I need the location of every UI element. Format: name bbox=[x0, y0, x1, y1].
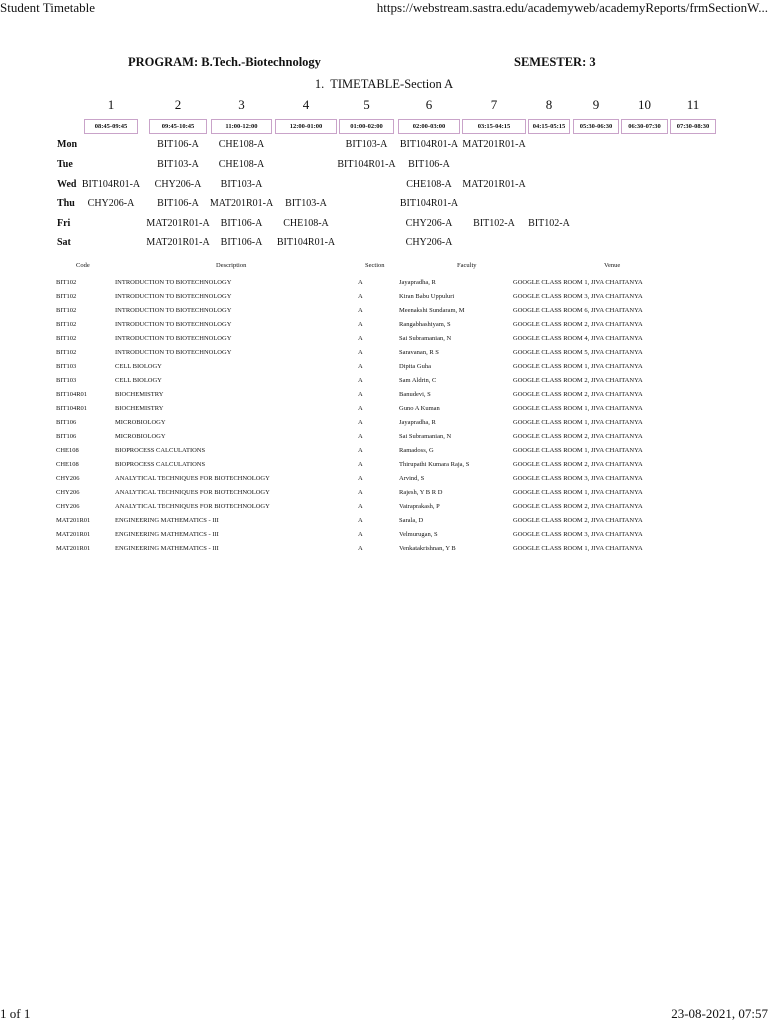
cell-description: ENGINEERING MATHEMATICS - III bbox=[115, 531, 219, 538]
cell-venue: GOOGLE CLASS ROOM 2, JIVA CHAITANYA bbox=[513, 321, 643, 328]
cell-code: MAT201R01 bbox=[56, 545, 91, 552]
slot-number: 11 bbox=[686, 97, 700, 112]
cell-faculty: Saravanan, R S bbox=[399, 349, 439, 356]
slot-time: 03:15-04:15 bbox=[462, 119, 526, 134]
cell-description: ANALYTICAL TECHNIQUES FOR BIOTECHNOLOGY bbox=[115, 475, 270, 482]
slot-time: 07:30-08:30 bbox=[670, 119, 716, 134]
cell-faculty: Jayapradha, R bbox=[399, 279, 436, 286]
cell-code: BIT102 bbox=[56, 321, 77, 328]
timetable-cell: MAT201R01-A bbox=[462, 179, 526, 190]
cell-faculty: Venkatakrishnan, Y B bbox=[399, 545, 456, 552]
timetable-cell: CHY206-A bbox=[405, 218, 453, 229]
cell-description: INTRODUCTION TO BIOTECHNOLOGY bbox=[115, 293, 232, 300]
cell-code: BIT106 bbox=[56, 419, 77, 426]
cell-venue: GOOGLE CLASS ROOM 1, JIVA CHAITANYA bbox=[513, 279, 643, 286]
day-label: Fri bbox=[57, 218, 71, 229]
timetable-cell: BIT106-A bbox=[220, 237, 263, 248]
timetable-cell: MAT201R01-A bbox=[146, 218, 210, 229]
cell-code: BIT102 bbox=[56, 293, 77, 300]
timetable-cell: CHY206-A bbox=[87, 198, 135, 209]
timetable-cell: CHE108-A bbox=[218, 159, 265, 170]
cell-faculty: Sam Aldrin, C bbox=[399, 377, 437, 384]
table-row bbox=[56, 531, 716, 545]
cell-description: BIOCHEMISTRY bbox=[115, 405, 164, 412]
cell-description: ENGINEERING MATHEMATICS - III bbox=[115, 545, 219, 552]
timetable-cell: BIT106-A bbox=[220, 218, 263, 229]
timetable-cell: BIT103-A bbox=[285, 198, 327, 209]
cell-venue: GOOGLE CLASS ROOM 2, JIVA CHAITANYA bbox=[513, 503, 643, 510]
timetable-cell: BIT106-A bbox=[408, 159, 450, 170]
day-label: Tue bbox=[57, 159, 73, 170]
cell-faculty: Meenakshi Sundaram, M bbox=[399, 307, 465, 314]
slot-number: 1 bbox=[107, 97, 115, 112]
cell-code: CHE108 bbox=[56, 461, 79, 468]
cell-section: A bbox=[358, 307, 363, 314]
table-row bbox=[56, 517, 716, 531]
table-row bbox=[56, 503, 716, 517]
table-row bbox=[56, 293, 716, 307]
cell-faculty: Sarala, D bbox=[399, 517, 424, 524]
cell-faculty: Jayapradha, R bbox=[399, 419, 436, 426]
cell-venue: GOOGLE CLASS ROOM 2, JIVA CHAITANYA bbox=[513, 433, 643, 440]
browser-page-url: https://webstream.sastra.edu/academyweb/academyReports/frmSectionW... bbox=[376, 0, 768, 15]
slot-time: 11:00-12:00 bbox=[211, 119, 272, 134]
table-row bbox=[56, 391, 716, 405]
cell-section: A bbox=[358, 391, 363, 398]
cell-faculty: Dipita Guha bbox=[399, 363, 431, 370]
cell-venue: GOOGLE CLASS ROOM 2, JIVA CHAITANYA bbox=[513, 377, 643, 384]
slot-number: 5 bbox=[363, 97, 370, 112]
cell-faculty: Ramadoss, G bbox=[399, 447, 434, 454]
cell-faculty: Velmurugan, S bbox=[399, 531, 438, 538]
slot-number: 7 bbox=[490, 97, 498, 112]
cell-code: CHE108 bbox=[56, 447, 79, 454]
slot-number: 2 bbox=[174, 97, 182, 112]
day-label: Thu bbox=[57, 198, 75, 209]
cell-section: A bbox=[358, 279, 363, 286]
table-row bbox=[56, 321, 716, 335]
cell-venue: GOOGLE CLASS ROOM 3, JIVA CHAITANYA bbox=[513, 293, 643, 300]
cell-venue: GOOGLE CLASS ROOM 1, JIVA CHAITANYA bbox=[513, 489, 643, 496]
timetable-cell: MAT201R01-A bbox=[462, 139, 526, 150]
slot-time: 08:45-09:45 bbox=[84, 119, 138, 134]
slot-time: 02:00-03:00 bbox=[398, 119, 460, 134]
cell-code: BIT104R01 bbox=[56, 391, 88, 398]
cell-section: A bbox=[358, 377, 363, 384]
cell-description: ANALYTICAL TECHNIQUES FOR BIOTECHNOLOGY bbox=[115, 489, 270, 496]
slot-time: 05:30-06:30 bbox=[573, 119, 619, 134]
cell-description: MICROBIOLOGY bbox=[115, 419, 166, 426]
timetable-cell: BIT102-A bbox=[473, 218, 515, 229]
cell-venue: GOOGLE CLASS ROOM 3, JIVA CHAITANYA bbox=[513, 475, 643, 482]
table-row bbox=[56, 461, 716, 475]
cell-venue: GOOGLE CLASS ROOM 1, JIVA CHAITANYA bbox=[513, 419, 643, 426]
cell-section: A bbox=[358, 335, 363, 342]
cell-code: BIT103 bbox=[56, 363, 77, 370]
cell-code: BIT102 bbox=[56, 307, 77, 314]
cell-section: A bbox=[358, 503, 363, 510]
cell-description: ANALYTICAL TECHNIQUES FOR BIOTECHNOLOGY bbox=[115, 503, 270, 510]
table-row bbox=[56, 405, 716, 419]
cell-section: A bbox=[358, 489, 363, 496]
slot-time: 04:15-05:15 bbox=[528, 119, 570, 134]
cell-faculty: Kiran Babu Uppuluri bbox=[399, 293, 455, 300]
semester-title: SEMESTER: 3 bbox=[514, 55, 596, 69]
slot-number: 9 bbox=[592, 97, 600, 112]
column-header-venue: Venue bbox=[604, 262, 621, 269]
cell-venue: GOOGLE CLASS ROOM 5, JIVA CHAITANYA bbox=[513, 349, 643, 356]
slot-time: 12:00-01:00 bbox=[275, 119, 337, 134]
table-row bbox=[56, 363, 716, 377]
cell-venue: GOOGLE CLASS ROOM 2, JIVA CHAITANYA bbox=[513, 461, 643, 468]
cell-section: A bbox=[358, 475, 363, 482]
cell-description: INTRODUCTION TO BIOTECHNOLOGY bbox=[115, 335, 232, 342]
cell-code: BIT106 bbox=[56, 433, 77, 440]
cell-description: ENGINEERING MATHEMATICS - III bbox=[115, 517, 219, 524]
timetable-cell: CHE108-A bbox=[406, 179, 452, 190]
cell-venue: GOOGLE CLASS ROOM 1, JIVA CHAITANYA bbox=[513, 363, 643, 370]
cell-venue: GOOGLE CLASS ROOM 1, JIVA CHAITANYA bbox=[513, 545, 643, 552]
timetable-cell: MAT201R01-A bbox=[209, 198, 274, 209]
day-label: Mon bbox=[57, 139, 77, 150]
table-row bbox=[56, 349, 716, 363]
timetable-number: 1. bbox=[314, 77, 325, 91]
cell-code: BIT102 bbox=[56, 279, 77, 286]
timetable-title bbox=[0, 77, 768, 92]
slot-number: 8 bbox=[545, 97, 553, 112]
cell-description: BIOPROCESS CALCULATIONS bbox=[115, 461, 206, 468]
timetable-cell: BIT104R01-A bbox=[276, 237, 336, 248]
timetable-cell: CHE108-A bbox=[283, 218, 329, 229]
cell-venue: GOOGLE CLASS ROOM 3, JIVA CHAITANYA bbox=[513, 531, 643, 538]
slot-time: 01:00-02:00 bbox=[339, 119, 394, 134]
timetable-cell: BIT103-A bbox=[220, 179, 263, 190]
slot-time: 06:30-07:30 bbox=[621, 119, 668, 134]
cell-section: A bbox=[358, 321, 363, 328]
cell-venue: GOOGLE CLASS ROOM 6, JIVA CHAITANYA bbox=[513, 307, 643, 314]
cell-description: CELL BIOLOGY bbox=[115, 377, 162, 384]
cell-section: A bbox=[358, 531, 363, 538]
column-header-section: Section bbox=[365, 262, 385, 269]
table-row bbox=[56, 335, 716, 349]
cell-section: A bbox=[358, 447, 363, 454]
browser-page-title: Student Timetable bbox=[0, 0, 95, 15]
cell-description: CELL BIOLOGY bbox=[115, 363, 162, 370]
cell-faculty: Thirupathi Kumara Raja, S bbox=[399, 461, 470, 468]
cell-description: INTRODUCTION TO BIOTECHNOLOGY bbox=[115, 349, 232, 356]
cell-code: BIT102 bbox=[56, 335, 77, 342]
cell-venue: GOOGLE CLASS ROOM 2, JIVA CHAITANYA bbox=[513, 391, 643, 398]
cell-section: A bbox=[358, 419, 363, 426]
program-title: PROGRAM: B.Tech.-Biotechnology bbox=[128, 55, 321, 69]
day-label: Wed bbox=[57, 179, 77, 190]
page-count: 1 of 1 bbox=[0, 1006, 31, 1021]
cell-description: INTRODUCTION TO BIOTECHNOLOGY bbox=[115, 307, 232, 314]
timetable-cell: BIT103-A bbox=[157, 159, 199, 170]
column-header-faculty: Faculty bbox=[457, 262, 477, 269]
table-row bbox=[56, 545, 716, 559]
cell-code: BIT102 bbox=[56, 349, 77, 356]
slot-number: 10 bbox=[638, 97, 651, 112]
cell-venue: GOOGLE CLASS ROOM 4, JIVA CHAITANYA bbox=[513, 335, 643, 342]
cell-faculty: Sai Subramanian, N bbox=[399, 433, 452, 440]
cell-faculty: Sai Subramanian, N bbox=[399, 335, 452, 342]
column-header-description: Description bbox=[216, 262, 247, 269]
timetable-cell: BIT106-A bbox=[157, 198, 199, 209]
cell-description: BIOPROCESS CALCULATIONS bbox=[115, 447, 206, 454]
cell-description: BIOCHEMISTRY bbox=[115, 391, 164, 398]
timetable-cell: CHY206-A bbox=[154, 179, 202, 190]
cell-section: A bbox=[358, 293, 363, 300]
print-datetime: 23-08-2021, 07:57 bbox=[671, 1006, 768, 1021]
table-row bbox=[56, 489, 716, 503]
cell-code: CHY206 bbox=[56, 489, 80, 496]
cell-code: CHY206 bbox=[56, 475, 80, 482]
timetable-cell: BIT104R01-A bbox=[399, 139, 459, 150]
timetable-cell: MAT201R01-A bbox=[146, 237, 210, 248]
cell-section: A bbox=[358, 461, 363, 468]
cell-faculty: Rajesh, Y B R D bbox=[399, 489, 443, 496]
timetable-cell: BIT102-A bbox=[528, 218, 570, 229]
slot-number: 6 bbox=[425, 97, 433, 112]
cell-description: MICROBIOLOGY bbox=[115, 433, 166, 440]
table-row bbox=[56, 475, 716, 489]
table-row bbox=[56, 419, 716, 433]
table-row bbox=[56, 447, 716, 461]
cell-venue: GOOGLE CLASS ROOM 2, JIVA CHAITANYA bbox=[513, 517, 643, 524]
cell-section: A bbox=[358, 349, 363, 356]
cell-section: A bbox=[358, 405, 363, 412]
day-label: Sat bbox=[57, 237, 71, 248]
slot-number: 4 bbox=[302, 97, 310, 112]
table-row bbox=[56, 377, 716, 391]
column-header-code: Code bbox=[76, 262, 90, 269]
slot-number: 3 bbox=[238, 97, 245, 112]
cell-code: BIT104R01 bbox=[56, 405, 88, 412]
timetable-cell: BIT106-A bbox=[157, 139, 199, 150]
cell-code: CHY206 bbox=[56, 503, 80, 510]
cell-faculty: Guno A Kuman bbox=[399, 405, 440, 412]
timetable-heading: TIMETABLE-Section A bbox=[330, 77, 454, 91]
cell-faculty: Banudevi, S bbox=[399, 391, 431, 398]
timetable-cell: BIT104R01-A bbox=[337, 159, 396, 170]
cell-venue: GOOGLE CLASS ROOM 1, JIVA CHAITANYA bbox=[513, 405, 643, 412]
cell-section: A bbox=[358, 545, 363, 552]
timetable-cell: CHY206-A bbox=[405, 237, 453, 248]
cell-description: INTRODUCTION TO BIOTECHNOLOGY bbox=[115, 279, 232, 286]
cell-faculty: Arvind, S bbox=[399, 475, 425, 482]
cell-section: A bbox=[358, 363, 363, 370]
cell-code: MAT201R01 bbox=[56, 531, 91, 538]
cell-code: BIT103 bbox=[56, 377, 77, 384]
table-row bbox=[56, 307, 716, 321]
cell-faculty: Rangabhashiyam, S bbox=[399, 321, 451, 328]
timetable-cell: BIT104R01-A bbox=[81, 179, 141, 190]
table-row bbox=[56, 279, 716, 293]
table-row bbox=[56, 433, 716, 447]
cell-description: INTRODUCTION TO BIOTECHNOLOGY bbox=[115, 321, 232, 328]
cell-section: A bbox=[358, 517, 363, 524]
timetable-cell: CHE108-A bbox=[218, 139, 265, 150]
cell-code: MAT201R01 bbox=[56, 517, 91, 524]
cell-section: A bbox=[358, 433, 363, 440]
slot-time: 09:45-10:45 bbox=[149, 119, 207, 134]
timetable-cell: BIT104R01-A bbox=[399, 198, 459, 209]
timetable-cell: BIT103-A bbox=[345, 139, 388, 150]
cell-faculty: Vairaprakash, P bbox=[399, 503, 440, 510]
cell-venue: GOOGLE CLASS ROOM 1, JIVA CHAITANYA bbox=[513, 447, 643, 454]
